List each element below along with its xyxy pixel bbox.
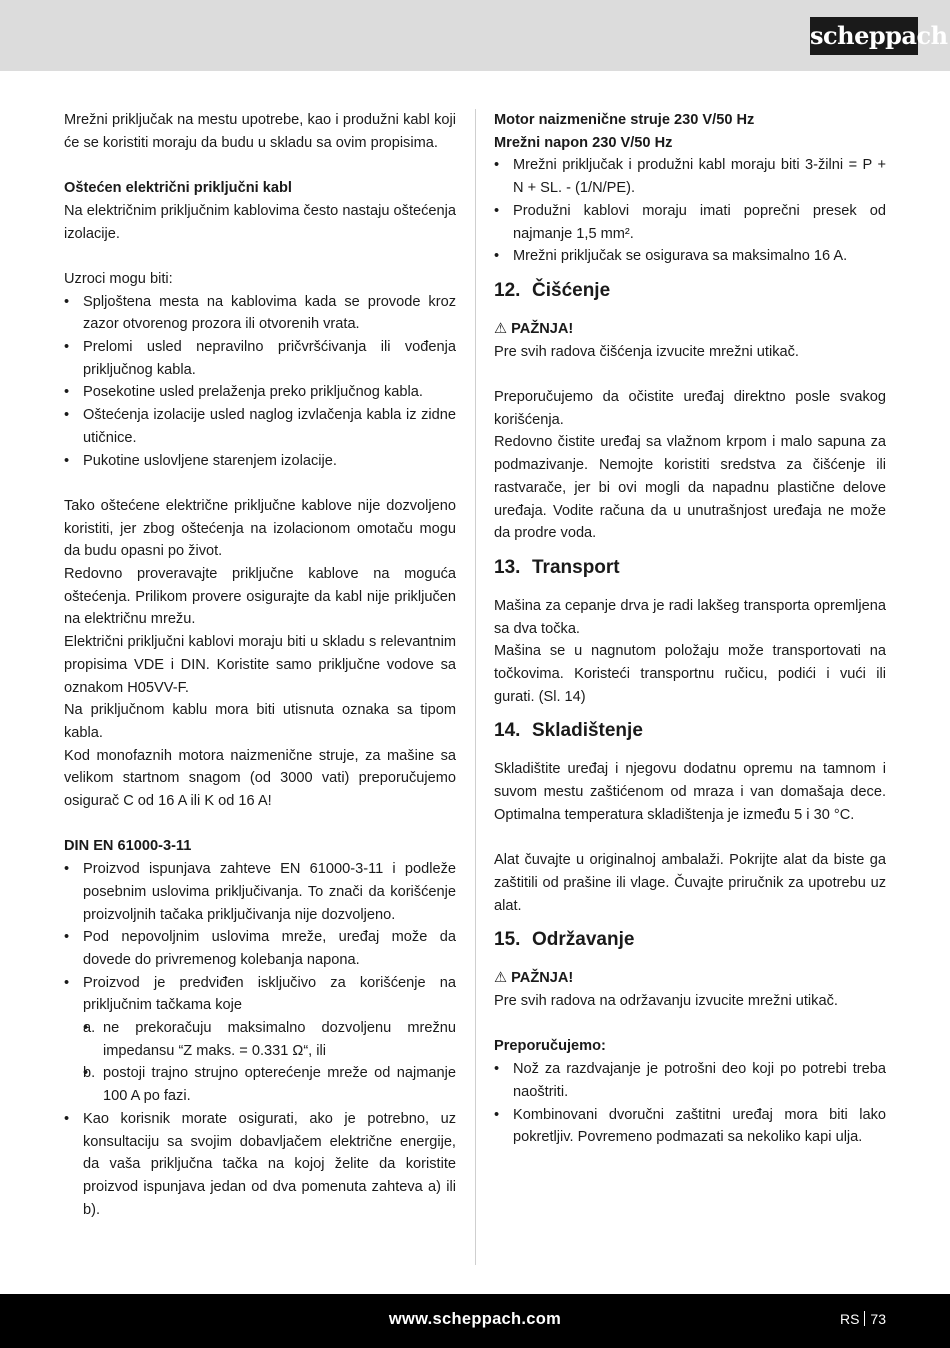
fuse-recommendation-paragraph: Kod monofaznih motora naizmenične struje, za mašine sa velikom startnom snagom (od 3000 vati) preporučujemo osigurač C od 16 A ili K od 16 A! — [64, 747, 456, 810]
damaged-cable-heading: Oštećen električni priključni kabl — [64, 180, 292, 197]
page-number: 73 — [870, 1311, 886, 1327]
causes-intro: Uzroci mogu biti: — [64, 270, 173, 287]
list-item: • Kao korisnik morate osigurati, ako je potrebno, uz konsultaciju sa svojim dobavljačem električne energije, da vaša priključna tačka na kojoj želite da koristite proizvod ispunjava jedan od dva pomenuta zahteva a) ili b). — [64, 1108, 456, 1222]
list-item: • Produžni kablovi moraju imati poprečni presek od najmanje 1,5 mm². — [494, 200, 886, 245]
section-title: Održavanje — [532, 929, 635, 951]
din-heading: DIN EN 61000-3-11 — [64, 838, 192, 855]
motor-list — [494, 154, 886, 268]
motor-spec-line-2: Mrežni napon 230 V/50 Hz — [494, 134, 673, 151]
section-number: 13. — [494, 556, 521, 578]
warning-text: Pre svih radova na održavanju izvucite mrežni utikač. — [494, 993, 838, 1010]
sub-list-marker: • a. — [83, 1020, 96, 1037]
storage-paragraph-1: Skladištite uređaj i njegovu dodatnu opremu na tamnom i suvom mestu zaštićenom od mraza i van domašaja dece. Optimalna temperatura skladištenja je između 5 i 30 °C. — [494, 761, 886, 823]
sub-list-text: postoji trajno strujno opterećenje mreže od najmanje 100 A po fazi. — [103, 1065, 456, 1105]
scheppach-logo: scheppach — [810, 17, 918, 55]
sub-list-text: ne prekoračuju maksimalno dozvoljenu mrežnu impedansu “Z maks. = 0.331 Ω“, ili — [103, 1020, 456, 1059]
list-item: • Pod nepovoljnim uslovima mreže, uređaj može da dovede do privremenog kolebanja napona. — [64, 926, 456, 971]
sub-list-item — [83, 1017, 456, 1062]
inspect-cables-paragraph: Redovno proveravajte priključne kablove na moguća oštećenja. Prilikom provere osigurajte da kabl nije priključen na električnu mrežu. — [64, 566, 456, 628]
list-item: • Oštećenja izolacije usled naglog izvlačenja kabla iz zidne utičnice. — [64, 404, 456, 449]
din-list — [64, 858, 456, 1221]
list-item: • Prelomi usled nepravilno pričvršćivanja ili vođenja priključnog kabla. — [64, 336, 456, 381]
language-code: RS — [839, 1311, 860, 1327]
cleaning-paragraph-2: Redovno čistite uređaj sa vlažnom krpom i malo sapuna za podmazivanje. Nemojte koristiti sredstva za čišćenje ili rastvarače, jer bi ovi mogli da napadnu plastične delove uređaja. Vodite računa da u unutrašnjost uređaja ne može da prodre voda. — [494, 434, 886, 542]
section-title: Transport — [532, 556, 620, 578]
header-band — [0, 0, 950, 71]
section-title: Čišćenje — [532, 279, 611, 301]
sub-list-item — [83, 1062, 456, 1107]
recommendation-heading: Preporučujemo: — [494, 1038, 606, 1055]
list-item — [64, 972, 456, 1108]
damaged-cables-warning-paragraph: Tako oštećene električne priključne kablove nije dozvoljeno koristiti, jer zbog oštećenja na izolacionom omotaču mogu da budu opasni po život. — [64, 497, 456, 560]
list-item: • Spljoštena mesta na kablovima kada se provode kroz zazor otvorenog prozora ili otvorenih vrata. — [64, 291, 456, 336]
page-indicator — [840, 1294, 886, 1344]
din-sub-list — [83, 1017, 456, 1108]
list-item: • Posekotine usled prelaženja preko priključnog kabla. — [64, 381, 456, 404]
section-heading-maintenance — [494, 917, 886, 967]
warning-label: ⚠ PAŽNJA! — [494, 970, 574, 987]
transport-paragraph-2: Mašina se u nagnutom položaju može transportovati na točkovima. Koristeći transportnu ručicu, podići i vući ili gurati. (Sl. 14) — [494, 643, 886, 705]
sub-list-marker: • b. — [83, 1065, 96, 1082]
list-item-text: Proizvod je predviđen isključivo za korišćenje na priključnim tačkama koje — [83, 974, 456, 1014]
section-heading-storage — [494, 708, 886, 758]
section-number: 12. — [494, 279, 521, 301]
page-separator — [864, 1311, 865, 1326]
storage-paragraph-2: Alat čuvajte u originalnoj ambalaži. Pokrijte alat da biste ga zaštitili od prašine ili vlage. Čuvajte priručnik za upotrebu uz alat. — [494, 852, 886, 914]
cable-marking-paragraph: Na priključnom kablu mora biti utisnuta oznaka sa tipom kabla. — [64, 702, 456, 741]
section-number: 15. — [494, 929, 521, 951]
list-item: • Mrežni priključak i produžni kabl moraju biti 3-žilni = P + N + SL. - (1/N/PE). — [494, 154, 886, 199]
vde-din-paragraph: Električni priključni kablovi moraju biti u skladu s relevantnim propisima VDE i DIN. Koristite samo priključne vodove sa oznakom H05VV-F. — [64, 634, 456, 696]
section-number: 14. — [494, 720, 521, 742]
footer-website-link[interactable]: www.scheppach.com — [388, 1310, 562, 1328]
list-item: • Pukotine uslovljene starenjem izolacije. — [64, 450, 456, 473]
mains-connection-paragraph: Mrežni priključak na mestu upotrebe, kao i produžni kabl koji će se koristiti moraju da budu u skladu sa ovim propisima. — [64, 112, 456, 151]
damaged-cable-text: Na električnim priključnim kablovima često nastaju oštećenja izolacije. — [64, 202, 456, 242]
maintenance-list — [494, 1058, 886, 1149]
list-item: • Kombinovani dvoručni zaštitni uređaj mora biti lako pokretljiv. Povremeno podmazati sa nekoliko kapi ulja. — [494, 1104, 886, 1149]
causes-list — [64, 291, 456, 473]
left-column — [64, 109, 456, 1221]
section-title: Skladištenje — [532, 720, 643, 742]
section-heading-cleaning — [494, 268, 886, 318]
list-item: • Nož za razdvajanje je potrošni deo koji po potrebi treba naoštriti. — [494, 1058, 886, 1103]
footer-bar — [0, 1294, 950, 1348]
list-item: • Mrežni priključak se osigurava sa maksimalno 16 A. — [494, 245, 886, 268]
section-heading-transport — [494, 545, 886, 595]
list-item: • Proizvod ispunjava zahteve EN 61000-3-11 i podleže posebnim uslovima priključivanja. To znači da korišćenje proizvoljnih tačaka priključivanja nije dozvoljeno. — [64, 858, 456, 926]
column-divider — [475, 109, 476, 1265]
warning-text: Pre svih radova čišćenja izvucite mrežni utikač. — [494, 343, 799, 360]
warning-label: ⚠ PAŽNJA! — [494, 320, 574, 337]
cleaning-paragraph-1: Preporučujemo da očistite uređaj direktno posle svakog korišćenja. — [494, 389, 886, 428]
right-column — [494, 109, 886, 1149]
transport-paragraph-1: Mašina za cepanje drva je radi lakšeg transporta opremljena sa dva točka. — [494, 597, 886, 637]
motor-spec-line-1: Motor naizmenične struje 230 V/50 Hz — [494, 112, 755, 128]
